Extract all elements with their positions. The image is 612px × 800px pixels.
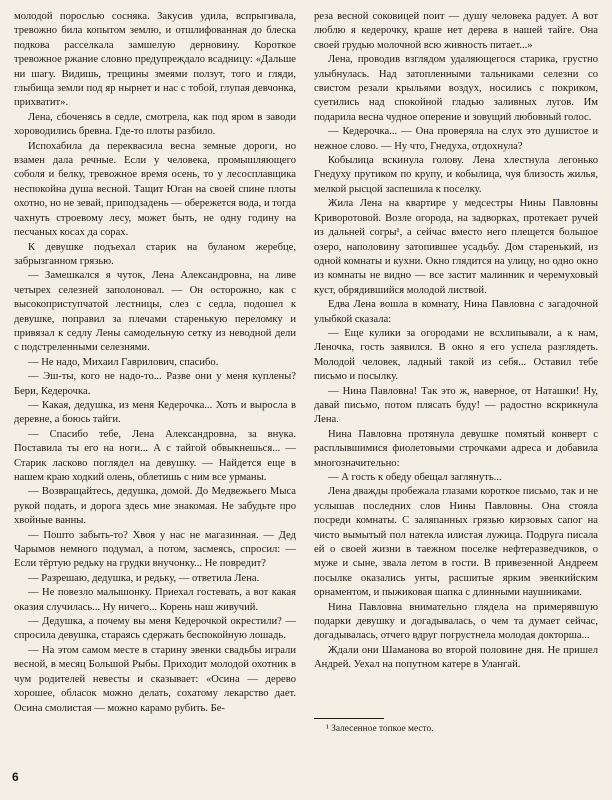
- paragraph: Испохабила да перекваcила весна земные дороги, но взамен дала речные. Если у человека, промышляющего соболя и белку, тревожное время осень, то у лесосплавщика неспокойна душа весной. Тащит Юган на своей спине плоты охотно, но не зевай, приподзадень — обережется вода, и тогда чахнуть строевому лесу, может быть, не одну годину на песчаных косах да сорах.: [14, 140, 296, 239]
- paragraph: — Какая, дедушка, из меня Кедерочка... Хоть и выросла в деревне, а боюсь тайги.: [14, 399, 296, 426]
- paragraph: — Разрешаю, дедушка, и редьку, — ответила Лена.: [28, 572, 260, 584]
- footnote-divider: [314, 718, 384, 719]
- paragraph: — Еще кулики за огородами не всхлипывали, а к нам, Леночка, гость заявился. В окно я его успела разглядеть. Молодой человек, ладный такой из себя... Оставил тебе письмо и посылку.: [314, 327, 598, 383]
- paragraph: — Спасибо тебе, Лена Александровна, за внука. Поставила ты его на ноги... А с тайгой обвыкнешься... — Старик ласково поглядел на девушку. — Найдется еще в нашем краю ходкий олень, облетишь с ним все урманы.: [14, 428, 296, 483]
- paragraph: Лена, сбоченясь в седле, смотрела, как под яром в заводи хороводились бревна. Где-то плоты разбило.: [14, 111, 296, 138]
- paragraph: — Замешкался я чуток, Лена Александровна, на ливе четырех селезней заполоновал. — Он осторожно, как с высокоприступчатой лестницы, слез с седла, подошел к девушке, поправил за плечами старенькую переломку и привязал к седлу Лены самодельную сетку из неводной дели с подстреленными селезнями.: [14, 270, 296, 354]
- paragraph: К девушке подъехал старик на буланом жеребце, забрызганном грязью.: [14, 241, 296, 267]
- paragraph: — Не надо, Михаил Гаврилович, спасибо.: [28, 356, 219, 368]
- paragraph: — Возвращайтесь, дедушка, домой. До Медвежьего Мыса рукой подать, и дорога здесь мне знакомая. Не забудьте про хвойные ванны.: [14, 486, 296, 527]
- paragraph: Лена дважды пробежала глазами короткое письмо, так и не услышав последних слов Нины Павловны. Она стояла посреди комнаты. С заляпанных грязью кирзовых сапог на чисто вымытый пол натекла илистая лужица. Подруга писала ей о своей жизни в таежном поселке нефтеразведчиков, о муже и сыне, звала летом в гости. В привезенной Андреем посылке оказались унты, расшитые ярким эвенкийским орнаментом, и пыжиковая шапка с длинными наушниками.: [314, 486, 598, 599]
- paragraph: — Пошто забыть-то? Хвоя у нас не магазинная. — Дед Чарымов немного подумал, а потом, засмеясь, спросил: — Если тёртую редьку на грудки внучонку... Не повредит?: [14, 529, 296, 570]
- paragraph: молодой порослью сосняка. Закусив удила, вспрыгивала, тревожно била копытом землю, и отшлифованная до блеска подкова расселкала замшелую дерновину. Короткое тревожное ржание словно предупреждало всадницу: «Дальше ни шагу. Видишь, трещины змеями ползут, того и гляди, глыбища земли под яр нырнет и нас с тобой, глупая девчонка, прихватит».: [14, 11, 296, 109]
- paragraph: Лена, проводив взглядом удаляющегося старика, грустно улыбнулась. Над затопленными тальниками селезни со свистом резали крыльями воздух, носились с покриком, суетились над спокойной гладью заливных лугов. Им подарила весна чудное оперение и зовущий любовный голос.: [314, 54, 598, 123]
- paragraph: — На этом самом месте в старину эвенки свадьбы играли весной, в месяц Большой Рыбы. Приходит молодой охотник в чум родителей невесты и сказывает: «Осина — дерево хорошее, обласок можно делать, сохатому лекарство дает. Осина смолистая — можно карамо рубить. Бе-: [14, 644, 296, 714]
- footnote: ¹ Залесенное топкое место.: [326, 724, 434, 734]
- paragraph: Едва Лена вошла в комнату, Нина Павловна с загадочной улыбкой сказала:: [314, 299, 598, 325]
- paragraph: Кобылица вскинула голову. Лена хлестнула легонько Гнедуху прутиком по крупу, и кобылица, чуя близость жилья, мелкой рысцой заспешила к поселку.: [314, 155, 598, 195]
- paragraph: Ждали они Шаманова во второй половине дня. Не пришел Андрей. Уехал на попутном катере в Улангай.: [314, 644, 598, 671]
- paragraph: Нина Павловна протянула девушке помятый конверт с расплывшимися фиолетовыми строчками адреса и добавила многозначительно:: [314, 428, 598, 469]
- paragraph: — Дедушка, а почему вы меня Кедерочкой окрестили? — спросила девушка, стараясь сдержать беспокойную лошадь.: [14, 616, 296, 642]
- paragraph: — Кедерочка... — Она проверяла на слух это душистое и нежное слово. — Ну что, Гнедуха, отдохнула?: [314, 126, 598, 152]
- left-column: [14, 10, 296, 716]
- right-column: [314, 10, 598, 673]
- paragraph: Нина Павловна внимательно глядела на примерявшую подарки девушку и догадывалась, о чем та думает сейчас, догадывалась, отчего вдруг погрустнела молодая докторша...: [314, 601, 598, 642]
- page-number: 6: [12, 770, 19, 784]
- paragraph: Жила Лена на квартире у медсестры Нины Павловны Криворотовой. Возле огорода, на задворках, протекает ручей из дальней согры¹, а сейчас вместо него плещется большое озеро, наполовину затопившее усадьбу. Дом старенький, из одной комнаты и кухни. Окно глядится на улицу, но одно окно из комнаты не видно — все застит малинник и черемуховый куст, обрядившийся молодой листвой.: [314, 198, 598, 296]
- paragraph: — Эш-ты, кого не надо-то... Разве они у меня куплены? Бери, Кедерочка.: [14, 371, 296, 397]
- paragraph: — Не повезло малышонку. Приехал гостевать, а вот какая оказия случилась... Ну ничего... Корень наш живучий.: [14, 587, 296, 613]
- paragraph: — Нина Павловна! Так это ж, наверное, от Наташки! Ну, давай письмо, потом плясать буду! — радостно вскрикнула Лена.: [314, 385, 598, 426]
- paragraph: реза весной соковицей поит — душу человека радует. А вот люблю я кедерочку, краше нет дерева в нашей тайге. Она своей грудью молочной всю живность питает...»: [314, 11, 598, 51]
- paragraph: — А гость к обеду обещал заглянуть...: [328, 472, 502, 483]
